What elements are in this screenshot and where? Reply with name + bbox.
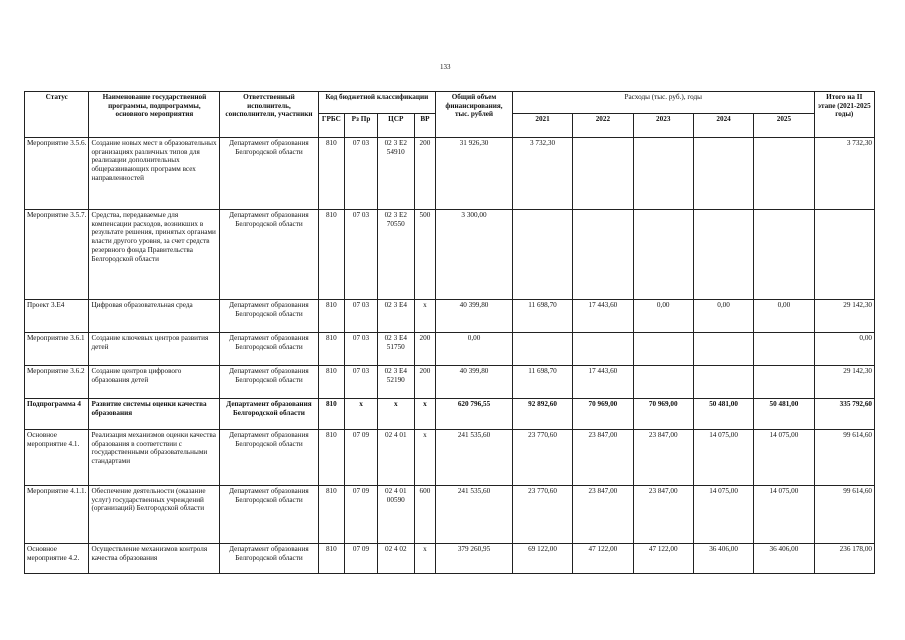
- cell-vr: х: [414, 430, 435, 486]
- cell-2024: 50 481,00: [693, 399, 753, 430]
- cell-total: 40 399,80: [436, 300, 513, 333]
- cell-vr: х: [414, 399, 435, 430]
- cell-status: Мероприятие 3.5.6.: [25, 138, 89, 210]
- cell-grbs: 810: [318, 544, 345, 574]
- cell-2021: 23 770,60: [512, 486, 572, 544]
- cell-name: Обеспечение деятельности (оказание услуг) государственных учреждений (организаций) Белгородской области: [89, 486, 220, 544]
- cell-2022: [573, 333, 633, 366]
- cell-status: Основное мероприятие 4.2.: [25, 544, 89, 574]
- cell-csr: 02 4 01 00590: [377, 486, 414, 544]
- cell-executor: Департамент образования Белгородской области: [220, 210, 318, 300]
- cell-total: 620 796,55: [436, 399, 513, 430]
- cell-stage-total: 29 142,30: [814, 366, 874, 399]
- cell-2024: 0,00: [693, 300, 753, 333]
- cell-name: Создание ключевых центров развития детей: [89, 333, 220, 366]
- cell-2021: 11 698,70: [512, 366, 572, 399]
- header-csr: ЦСР: [377, 114, 414, 138]
- cell-stage-total: [814, 210, 874, 300]
- cell-status: Проект 3.Е4: [25, 300, 89, 333]
- cell-executor: Департамент образования Белгородской области: [220, 333, 318, 366]
- cell-stage-total: 99 614,60: [814, 486, 874, 544]
- cell-status: Мероприятие 4.1.1.: [25, 486, 89, 544]
- table-row: [25, 486, 875, 544]
- cell-vr: х: [414, 544, 435, 574]
- cell-2021: 11 698,70: [512, 300, 572, 333]
- cell-2022: 47 122,00: [573, 544, 633, 574]
- cell-executor: Департамент образования Белгородской области: [220, 366, 318, 399]
- cell-status: Мероприятие 3.6.2: [25, 366, 89, 399]
- cell-grbs: 810: [318, 366, 345, 399]
- cell-rzpr: 07 03: [345, 333, 378, 366]
- cell-2022: 17 443,60: [573, 300, 633, 333]
- table-row: [25, 399, 875, 430]
- cell-total: 31 926,30: [436, 138, 513, 210]
- cell-grbs: 810: [318, 138, 345, 210]
- table-row: [25, 333, 875, 366]
- cell-total: 379 260,95: [436, 544, 513, 574]
- cell-grbs: 810: [318, 486, 345, 544]
- cell-grbs: 810: [318, 333, 345, 366]
- cell-csr: 02 3 Е4 52190: [377, 366, 414, 399]
- cell-2023: 47 122,00: [633, 544, 693, 574]
- cell-executor: Департамент образования Белгородской области: [220, 399, 318, 430]
- cell-csr: 02 3 Е4: [377, 300, 414, 333]
- cell-stage-total: 236 178,00: [814, 544, 874, 574]
- cell-csr: 02 4 02: [377, 544, 414, 574]
- cell-2022: 23 847,00: [573, 486, 633, 544]
- cell-stage-total: 29 142,30: [814, 300, 874, 333]
- header-executor: Ответственный исполнитель, соисполнители, участники: [220, 92, 318, 138]
- cell-2023: [633, 138, 693, 210]
- cell-2022: 70 969,00: [573, 399, 633, 430]
- cell-rzpr: 07 03: [345, 300, 378, 333]
- cell-2024: [693, 210, 753, 300]
- cell-executor: Департамент образования Белгородской области: [220, 430, 318, 486]
- cell-stage-total: 335 792,60: [814, 399, 874, 430]
- cell-2024: [693, 366, 753, 399]
- cell-csr: 02 4 01: [377, 430, 414, 486]
- cell-status: Подпрограмма 4: [25, 399, 89, 430]
- cell-name: Создание новых мест в образовательных организациях различных типов для реализации дополнительных общеразвивающих программ всех направленностей: [89, 138, 220, 210]
- cell-2025: 0,00: [754, 300, 814, 333]
- cell-vr: 200: [414, 366, 435, 399]
- cell-executor: Департамент образования Белгородской области: [220, 300, 318, 333]
- cell-executor: Департамент образования Белгородской области: [220, 138, 318, 210]
- cell-name: Создание центров цифрового образования детей: [89, 366, 220, 399]
- cell-2025: 36 406,00: [754, 544, 814, 574]
- table-row: [25, 430, 875, 486]
- cell-grbs: 810: [318, 300, 345, 333]
- cell-2024: [693, 138, 753, 210]
- cell-total: 241 535,60: [436, 486, 513, 544]
- header-2024: 2024: [693, 114, 753, 138]
- cell-total: 3 300,00: [436, 210, 513, 300]
- cell-2022: 17 443,60: [573, 366, 633, 399]
- cell-vr: 500: [414, 210, 435, 300]
- table-row: [25, 366, 875, 399]
- cell-vr: 200: [414, 138, 435, 210]
- cell-status: Мероприятие 3.5.7.: [25, 210, 89, 300]
- cell-csr: 02 3 Е2 54910: [377, 138, 414, 210]
- cell-2023: [633, 333, 693, 366]
- cell-2025: 14 075,00: [754, 430, 814, 486]
- cell-2021: 92 892,60: [512, 399, 572, 430]
- cell-2025: 50 481,00: [754, 399, 814, 430]
- table-row: [25, 300, 875, 333]
- cell-2022: [573, 138, 633, 210]
- header-2022: 2022: [573, 114, 633, 138]
- header-status: Статус: [25, 92, 89, 138]
- cell-2021: 69 122,00: [512, 544, 572, 574]
- header-rzpr: Рз Пр: [345, 114, 378, 138]
- cell-executor: Департамент образования Белгородской области: [220, 486, 318, 544]
- cell-csr: х: [377, 399, 414, 430]
- table-row: [25, 138, 875, 210]
- cell-status: Основное мероприятие 4.1.: [25, 430, 89, 486]
- header-name: Наименование государственной программы, подпрограммы, основного мероприятия: [89, 92, 220, 138]
- cell-vr: 600: [414, 486, 435, 544]
- cell-vr: 200: [414, 333, 435, 366]
- header-2025: 2025: [754, 114, 814, 138]
- cell-rzpr: 07 03: [345, 210, 378, 300]
- cell-2024: 36 406,00: [693, 544, 753, 574]
- cell-rzpr: 07 09: [345, 544, 378, 574]
- cell-status: Мероприятие 3.6.1: [25, 333, 89, 366]
- cell-name: Развитие системы оценки качества образования: [89, 399, 220, 430]
- cell-2021: [512, 210, 572, 300]
- cell-2024: 14 075,00: [693, 486, 753, 544]
- cell-2025: [754, 333, 814, 366]
- header-vr: ВР: [414, 114, 435, 138]
- cell-rzpr: 07 09: [345, 430, 378, 486]
- cell-total: 0,00: [436, 333, 513, 366]
- cell-2022: [573, 210, 633, 300]
- header-stage-total: Итого на II этапе (2021-2025 годы): [814, 92, 874, 138]
- header-expenses: Расходы (тыс. руб.), годы: [512, 92, 814, 114]
- header-2021: 2021: [512, 114, 572, 138]
- header-budget-code: Код бюджетной классификации: [318, 92, 436, 114]
- cell-total: 40 399,80: [436, 366, 513, 399]
- cell-2023: 23 847,00: [633, 486, 693, 544]
- cell-stage-total: 0,00: [814, 333, 874, 366]
- cell-rzpr: 07 03: [345, 138, 378, 210]
- cell-rzpr: х: [345, 399, 378, 430]
- cell-2024: [693, 333, 753, 366]
- cell-2023: 23 847,00: [633, 430, 693, 486]
- header-total: Общий объем финансирования, тыс. рублей: [436, 92, 513, 138]
- header-grbs: ГРБС: [318, 114, 345, 138]
- cell-total: 241 535,60: [436, 430, 513, 486]
- header-2023: 2023: [633, 114, 693, 138]
- financing-table: [24, 91, 875, 574]
- cell-2024: 14 075,00: [693, 430, 753, 486]
- cell-2023: [633, 210, 693, 300]
- cell-executor: Департамент образования Белгородской области: [220, 544, 318, 574]
- cell-2025: 14 075,00: [754, 486, 814, 544]
- cell-2025: [754, 138, 814, 210]
- cell-2023: 70 969,00: [633, 399, 693, 430]
- cell-2025: [754, 210, 814, 300]
- cell-rzpr: 07 03: [345, 366, 378, 399]
- cell-grbs: 810: [318, 430, 345, 486]
- cell-csr: 02 3 Е4 51750: [377, 333, 414, 366]
- cell-2025: [754, 366, 814, 399]
- cell-name: Осуществление механизмов контроля качества образования: [89, 544, 220, 574]
- cell-csr: 02 3 Е2 70550: [377, 210, 414, 300]
- cell-stage-total: 3 732,30: [814, 138, 874, 210]
- cell-2021: 3 732,30: [512, 138, 572, 210]
- cell-2021: [512, 333, 572, 366]
- cell-2022: 23 847,00: [573, 430, 633, 486]
- cell-name: Реализация механизмов оценки качества образования в соответствии с государственными образовательными стандартами: [89, 430, 220, 486]
- cell-stage-total: 99 614,60: [814, 430, 874, 486]
- cell-name: Средства, передаваемые для компенсации расходов, возникших в результате решения, принятых органами власти другого уровня, за счет средств резервного фонда Правительства Белгородской области: [89, 210, 220, 300]
- cell-vr: х: [414, 300, 435, 333]
- cell-2021: 23 770,60: [512, 430, 572, 486]
- cell-2023: 0,00: [633, 300, 693, 333]
- cell-2023: [633, 366, 693, 399]
- cell-grbs: 810: [318, 399, 345, 430]
- cell-grbs: 810: [318, 210, 345, 300]
- cell-name: Цифровая образовательная среда: [89, 300, 220, 333]
- page-number: 133: [440, 63, 451, 71]
- cell-rzpr: 07 09: [345, 486, 378, 544]
- table-row: [25, 544, 875, 574]
- table-row: [25, 210, 875, 300]
